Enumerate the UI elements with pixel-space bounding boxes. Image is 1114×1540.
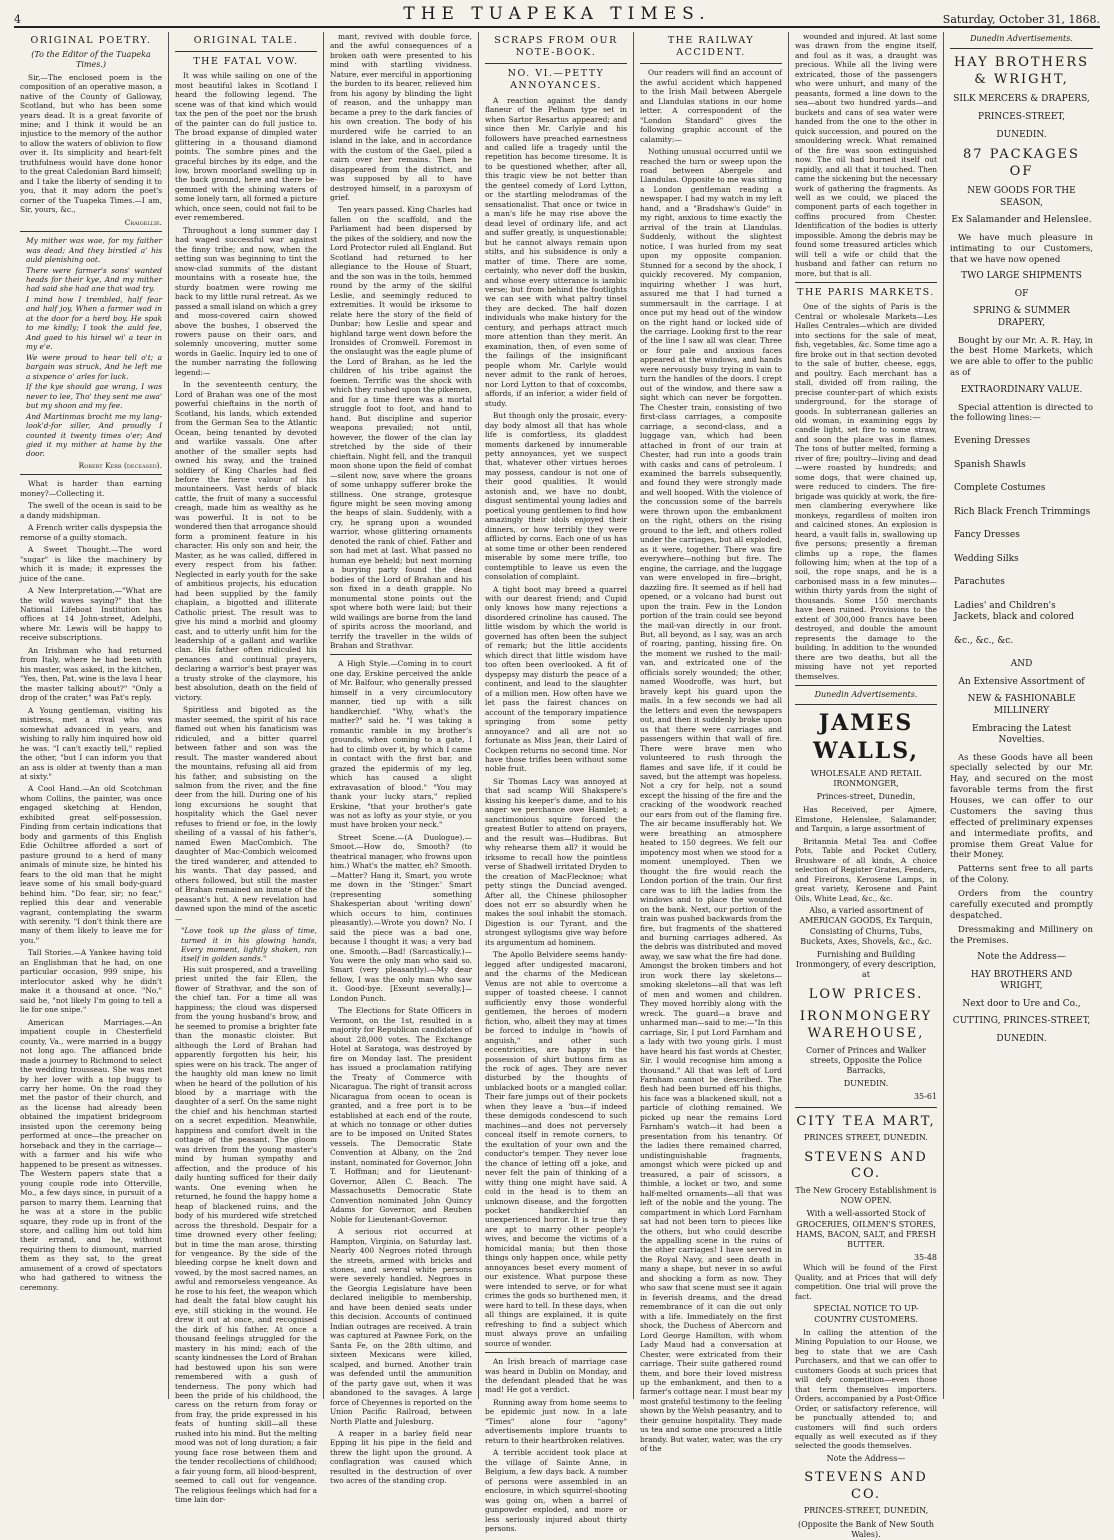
section-heading: ORIGINAL TALE.: [193, 35, 299, 46]
advertiser-name: JAMES WALLS,: [812, 710, 920, 765]
product-line: Rich Black French Trimmings: [954, 506, 1091, 517]
ad-line: WHOLESALE AND RETAIL IRONMONGER,: [810, 768, 922, 788]
section-heading: ORIGINAL POETRY.: [30, 35, 152, 46]
divider: [795, 1107, 937, 1108]
ad-heading: SPECIAL NOTICE TO UP-COUNTRY CUSTOMERS.: [813, 1304, 919, 1324]
news-item: American Marriages.—An impatient couple in Chesterfield county, Va., were married in a buggy not long ago. The affianced bride made a journey to Richmond to select the wedding trousseau. She was met by her lover with a top buggy to carry her home. On the road they met the pastor of their church, and as the license had already been obtained the impatient bridegroom insisted upon the ceremony being performed at once—the preacher on horseback and they in the carriage—with a farmer and his wife who happened to be present as witnesses. The Western papers state that a young couple rode into Otterville, Mo., a few days since, in pursuit of a parson to marry them. Learning that he was at a store in the public square, they rode up in front of the store, and calling him out told him their errand, and he, without requiring them to dismount, married them as they sat, to the great amusement of a crowd of spectators who had gathered to witness the ceremony.: [20, 1017, 162, 1292]
product-line: Fancy Dresses: [954, 530, 1020, 541]
product-line: Ladies' and Children's Jackets, black and colored: [954, 600, 1075, 623]
news-item: A Cool Hand.—An old Scotchman whom Collins, the painter, was once engaged sketching at Hendon, exhibited great self-possession. Finding from certain indications that body and garments of this English Edie Ochiltree afforded a sort of pasture ground to a herd of many animals of minute size, he hinted his fears to the old man that he might leave some of his small body-guard behind him. "Do fear, sir; no fear," replied this dear and venerable vagrant, contemplating the swarm with serenity. "I don't think there are many of them likely to leave me for you.": [20, 784, 162, 945]
ads-header: Dunedin Advertisements.: [970, 34, 1073, 43]
tale-paragraph: Throughout a long summer day I had waged successful war against the finny tribe; and now, when the setting sun was beginning to tint the snow-clad summits of the distant mountains with a roseate hue, the sturdy boatmen were rowing me back to my little rural retreat. As we passed a small island on which a grey and moss-covered cairn showed above the bushes, I observed the rowers pause on their oars, and solemnly uncovering, mutter some words in Gaelic. Inquiry led to one of the number narrating the following legend:—: [175, 225, 317, 377]
product-line: Complete Costumes: [954, 483, 1046, 494]
news-item: What is harder than earning money?—Collecting it.: [20, 479, 162, 498]
ad-text: Dressmaking and Millinery on the Premises.: [950, 924, 1093, 946]
section-subheading: NO. VI.—PETTY ANNOYANCES.: [507, 68, 605, 92]
page-number: 4: [14, 13, 21, 26]
ad-text: In calling the attention of the Mining Population to our House, we beg to state that we are Cash Purchasers, and that we can offer to customers Goods at such prices that will defy competition—even those that term themselves importers. Orders, accompanied by a Post-Office Order, or satisfactory reference, will be punctually attended to; and customers will find such orders equally as well executed as if they selected the goods themselves.: [795, 1327, 937, 1451]
section-heading: THE RAILWAY ACCIDENT.: [667, 35, 755, 59]
ad-line: TWO LARGE SHIPMENTS: [961, 271, 1082, 282]
ad-text: Special attention is directed to the following lines:—: [950, 402, 1093, 424]
column-poetry: [14, 32, 169, 1399]
product-line: Evening Dresses: [954, 436, 1031, 447]
product-line: Wedding Silks: [954, 553, 1019, 564]
ad-address: Next door to Ure and Co.,: [962, 998, 1081, 1009]
ad-line: SPRING & SUMMER DRAPERY,: [973, 306, 1070, 328]
ad-address: PRINCES-STREET,: [978, 112, 1065, 122]
poem-verse: I mind how I trembled, half fear and half joy, When a farmer wad in at the door for a herd boy. He spak to me kindly; I took the auld fee, And gaed to his hirsel wi' a tear in my e'e.: [26, 294, 162, 352]
ad-line: 87 PACKAGES OF: [963, 147, 1080, 179]
ad-line: Also, a varied assortment of AMERICAN GOODS, Ex Tarquin, Consisting of Churns, Tubs, Buckets, Axes, Shovels, &c., &c.: [799, 906, 933, 946]
divider: [485, 63, 627, 64]
ad-line: EXTRAORDINARY VALUE.: [960, 385, 1083, 396]
editor-line: (To the Editor of the Tuapeka Times.): [31, 50, 151, 70]
newspaper-page: [14, 32, 1100, 1539]
ad-address: PRINCES-STREET, DUNEDIN,: [803, 1506, 929, 1516]
ad-address: Princes-street, Dunedin,: [816, 792, 916, 802]
poem-verse: There were farmer's sons' wanted heads for their kye, And my mither had said she had ane that wad try.: [26, 265, 162, 294]
column-tale-continued: [324, 32, 479, 1486]
ad-line: OF: [1014, 288, 1029, 299]
article-paragraph: Our readers will find an account of the awful accident which happened to the Irish Mail between Abergele and Llandulas stations in our home letter. A correspondent of the "London Standard" gives the following graphic account of the calamity:—: [640, 68, 782, 144]
news-item: The swell of the ocean is said to be a dandy midshipman.: [20, 501, 162, 520]
essay-paragraph: Sir Thomas Lacy was annoyed at that sad scamp Will Shakspere's kissing his keeper's dame, and to his anger we perchance owe Hamlet; a sanctimonious squire forced the greatest Butler to attend on prayers, and the result was—Hudibras. But why rehearse them all? it would be irksome to recall how the pointless verse of Shadwell irritated Dryden to the creation of MacFlecknoe; what petty stings the Dunciad avenged. After all, the Chinese philosopher does not err so absurdly when he makes the soul inhabit the stomach. Digestion is our Tyrant, and the strongest syllogisms give way before its argumentum ad hominem.: [485, 776, 627, 947]
ad-address: DUNEDIN.: [843, 1079, 889, 1089]
divider: [795, 282, 937, 283]
ad-line: Note the Address—: [977, 952, 1066, 963]
advertiser-name: STEVENS AND CO.: [804, 1149, 928, 1182]
poem-verse: And Martinmas brocht me my lang-look'd-for siller, And proudly I counted it twenty times o'er; And gied it my mither at hame by the door.: [26, 411, 162, 459]
ads-header: Dunedin Advertisements.: [814, 690, 918, 700]
ad-address: (Opposite the Bank of New South Wales).: [798, 1519, 934, 1539]
column-tale: [169, 32, 324, 1505]
poem-verse: If the kye should gae wrang, I was never to lee, Tho' they sent me awa' but my shoon and my fee.: [26, 382, 162, 411]
ad-text: Has Received, per Ajmere, Elmstone, Helenslee, Salamander, and Tarquin, a large assortment of: [795, 805, 937, 834]
advertiser-name: HAY BROTHERS AND WRIGHT,: [970, 969, 1073, 992]
essay-paragraph: The Apollo Belvidere seems handy-legged after undigested macaroni, and the charms of the Medicean Venus are not able to overcome a supper of toasted cheese. I cannot sufficiently envy those wonderful gentlemen, the heroes of modern fiction, who, albeit they may at times be forced to indulge in "howls of anguish," and other such eccentricities, are happy in the possession of shirt buttons firm as the rock of ages. They are never disturbed by the thoughts of unblacked boots or a mangled collar. Their fare jumps out of their pockets when they leave a 'bus—if indeed these demigods condescend to such machines—and does not perversely conceal itself in remote corners, to the exultation of your own and the conductor's temper. They never lose the chance of letting off a joke, and never felt the pain of thinking of a witty thing one might have said. A cold in the head is to them an unknown disease, and the forgotten pocket handkerchief an unexperienced horror. It is true they are apt to marry other people's wives, and become the victims of a homicidal mania; but then those things only happen once, while petty annoyances beset every moment of our existence. What purpose these were intended to serve, or for what crimes the gods so burthened men, it were hard to tell. In these days, when all things are explained, it is quite refreshing to find a subject which must always prove an unfailing source of wonder.: [485, 950, 627, 1348]
ad-code: 35-61: [913, 1092, 937, 1102]
masthead: [14, 4, 1100, 28]
letter-text: Sir,—The enclosed poem is the composition of an operative mason, a native of the County of Galloway, Scotland, but who has been some years dead. It is a great favorite of mine; and I think it would be an injustice to the memory of the author to allow the waters of oblivion to flow over it. Its simplicity and heart-felt truthfulness would have done honor to the great Caledonian Bard himself; and I take the liberty of sending it to you, that it may adorn the poet's corner of the Tuapeka Times.—I am, Sir, yours, &c.,: [20, 72, 162, 215]
product-line: Parachutes: [954, 577, 1005, 588]
news-item: Tall Stories.—A Yankee having told an Englishman that he had, on one particular occasion, 999 snipe, his interlocutor asked why he didn't make it a thousand at once. "No," said he, "not likely I'm going to tell a lie for one snipe.": [20, 948, 162, 1015]
newspaper-title: THE TUAPEKA TIMES.: [403, 4, 711, 24]
ad-line: Furnishing and Building Ironmongery, of every description, at: [795, 949, 937, 980]
ad-address: DUNEDIN.: [996, 129, 1047, 140]
ad-address: PRINCES STREET, DUNEDIN.: [804, 1133, 928, 1143]
tale-quote: "Love took up the glass of time, turned it in his glowing hands, Every moment, lightly shaken, ran itself in golden sands.": [181, 926, 317, 964]
ad-line: IRONMONGERY WAREHOUSE,: [799, 1009, 933, 1041]
ad-text: As these Goods have all been specially selected by our Mr. Hay, and secured on the most favorable terms from the first Houses, we can offer to our Customers the saving thus effected of preliminary expenses and intermediate profits, and promise them Great Value for their Money.: [950, 752, 1093, 861]
ad-text: Britannia Metal Tea and Coffee Pots, Table and Pocket Cutlery, Brushware of all kinds, A choice selection of Register Grates, Fenders, and Fireirons, Kerosene Lamps, in great variety, Kerosene and Paint Oils, White Lead, &c., &c.: [795, 836, 937, 903]
ad-line: LOW PRICES.: [808, 986, 924, 1002]
ad-line: With a well-assorted Stock of GROCERIES, OILMEN'S STORES, HAMS, BACON, SALT, and FRESH BUTTER.: [796, 1209, 936, 1249]
divider: [20, 231, 162, 232]
ad-line: Ex Salamander and Helenslee.: [951, 215, 1092, 226]
tale-paragraph: Ten years passed. King Charles had fallen on the scaffold, and the Parliament had been dispersed by the pikes of the soldiery, and now the Lord Protector ruled all England. But Scotland had returned to her allegiance to the House of Stuart, and the son was in the toils, hemmed round by the army of the skilful Leslie, and seemingly reduced to extremities. It would be irksome to relate here the story of the field of Dunbar; how Leslie and spear and highland targe went down before the Ironsides of Cromwell. Foremost in the onslaught was the eagle plume of the Lord of Brahan, as he led the children of his tribe against the foemen. Terrific was the shock with which they rushed upon the pikemen, and for a time there was a mortal struggle foot to foot, and hand to hand. But discipline and superior weapons prevailed; not until, however, the flower of the clan lay stretched by the side of their chieftain. Night fell, and the tranquil moon shone upon the field of combat—silent now, save where the groans of some unhappy sufferer broke the stillness. One strange, grotesque figure might be seen moving among the heaps of slain. Suddenly, with a cry, he sprang upon a wounded warrior, whose glittering ornaments denoted the rank of chief. Father and son had met at last. What passed no human eye beheld; but next morning a burying party found the dead bodies of the Lord of Brahan and his son fixed in a death grapple. No monumental stone points out the spot where both were laid; but their wild wailings are borne from the land of spirits across the moorland, and terrify the traveller in the wilds of Brahan and Strathvar.: [330, 205, 472, 650]
news-item: Street Scene.—(A Duologue).—Smoot.—How do, Smooth? (to theatrical manager, who frowns upon him.) What's the matter, eh? Smooth.—Matter? Hang it, Smart, you wrote me down in the 'Stinger.' Smart (representing something Shakesperian about 'writing down' which occurs to him, continues pleasantly).—Wrote you down? No. I said the piece was a bad one, because I thought it was; a very bad one. Smooth.—Bad! (Sarcastically.)—You were the only man who said so. Smart (very pleasantly).—My dear fellow, I was the only man who saw it. Good-bye. [Exeunt severally.]—London Punch.: [330, 832, 472, 1003]
ad-line: An Extensive Assortment of: [958, 676, 1085, 687]
advertiser-name: HAY BROTHERS & WRIGHT,: [953, 55, 1090, 87]
news-item: A French writer calls dyspepsia the remorse of a guilty stomach.: [20, 523, 162, 542]
ad-code: 35-48: [913, 1253, 937, 1263]
news-item: A New Interpretation.—"What are the wild waves saying?" that the National Lifeboat Institution has offices at 14 John-street, Adelphi, where Mr. Lewis will be happy to receive subscriptions.: [20, 586, 162, 643]
divider: [950, 48, 1093, 49]
poem-signature: Robert Kerr (deceased).: [78, 460, 162, 470]
poem-verse: My mither was wae, for my faither was dead; And they birstled a' his auld plenishing oot.: [26, 236, 162, 265]
news-item: Running away from home seems to be epidemic just now. In a late "Times" alone four "agony" advertisements implore truants to return to their heartbroken relatives.: [485, 1397, 627, 1445]
essay-paragraph: A reaction against the dandy flaneur of the Pelham type set in when Sartor Resartus appeared; and since then Mr. Carlyle and his followers have preached earnestness and called life a tragedy until the repetition has become tiresome. It is to be questioned whether, after all, this tragic view be not better than the genteel comedy of Lord Lytton, or the startling melodramas of the sensationalist. That once or twice in a man's life he may rise above the dead level of ordinary life, and act and suffer greatly, is unquestionable; but he cannot always remain upon stilts, and his subsidence is only a matter of time. There are some, certainly, who never doff the buskin, and whose every utterance is iambic verse; but from behind the footlights we can see with what paltry tinsel they are decked. The half dozen individuals who make history for the century, and perhaps attract much more attention than they merit. An examination, then, of even some of the failings of the insignificant people whom Mr. Carlyle would never admit to the rank of heroes, nor Lord Lytton to that of coxcombs, affords, if an inferior, a wider field of study.: [485, 95, 627, 408]
divider: [795, 704, 937, 705]
ad-line: Note the Address—: [826, 1453, 906, 1463]
news-item: A High Style.—Coming in to court one day, Erskine perceived the ankle of Mr. Balfour, who generally pressed himself in a very circumlocutory manner, tied up with a silk handkerchief. "Why, what's the matter?" said he. "I was taking a romantic ramble in my brother's grounds, when coming to a gate, I had to climb over it, by which I came in contact with the first bar, and grazed the epidermis of my leg, which has caused a slight extravasation of blood." "You may thank your lucky stars," replied Erskine, "that your brother's gate was not as lofty as your style, or you must have broken your neck.": [330, 659, 472, 830]
ad-line: SILK MERCERS & DRAPERS,: [953, 94, 1090, 105]
article-paragraph: One of the sights of Paris is the Central or wholesale Markets—Les Halles Centrales—which are divided into sections for the sale of meat, fish, vegetables, &c. Some time ago a fire broke out in that section devoted to the sale of butter, cheese, eggs, and poultry. Each merchant has a stall, divided off from railing, the precise counter-part of which exists underground, for the storage of goods. In subterranean galleries an old woman, in examining eggs by candle light, set fire to some straw, and soon the place was in flames. The tons of butter melted, forming a river of fire; poultry—living and dead—were roasted by hundreds; and some dogs, that were chained up, were reduced to cinders. The fire-brigade was quickly at work, the fire-men clambering everywhere like monkeys, regardless of molten iron and calcined stones. An explosion is heard, a vault falls in, swallowing up five persons; presently a fireman climbs up a rope, the flames following him; when at the top of a soil, the rope snaps, and he is a carbonised mass in a few minutes—within thirty yards from the sight of thousands. Some 150 merchants have been ruined. Provisions to the extent of 300,000 francs have been destroyed, and double the amount represents the damage to the building. In addition to the wounded there are two deaths, but all the missing have not yet reported themselves.: [795, 302, 937, 681]
section-heading: SCRAPS FROM OUR NOTE-BOOK.: [494, 35, 618, 59]
ad-text: Which will be found of the First Quality, and at Prices that will defy competition. One trial will prove the fact.: [795, 1263, 937, 1301]
article-paragraph: wounded and injured. At last some was drawn from the engine itself, and foul as it was, a draught was precious. While all the living were extricated, those of the passengers who were unhurt, and many of the peasants, formed a line down to the sea—about two hundred yards—and buckets and cans of sea water were handed from the one to the other in quick succession, and poured on the smouldering wreck. What remained of the fire was soon extinguished now. The oil had burned itself out rapidly, and all that it touched. Then came the sickening but the necessary work of gathering the fragments. As well as we could, we placed the component parts of each together in coffins procured from Chester. Identification of the bodies is utterly impossible. Among the debris may be found some treasured articles which will tell a wife or child that the husband and father can return no more, but that is all.: [795, 32, 937, 278]
column-railway-accident: [634, 32, 789, 1454]
ad-address: CUTTING, PRINCES-STREET,: [952, 1016, 1091, 1027]
section-heading: THE PARIS MARKETS.: [797, 287, 935, 299]
tale-paragraph: In the seventeenth century, the Lord of Brahan was one of the most powerful chieftains in the north of Scotland, his lands, which extended from the German Sea to the Atlantic Ocean, being tenanted by devoted and warlike vassals. One after another of the smaller septs had owned his sway, and the trained soldiery of King Charles had fled before the fierce valour of his mountaineers. Vast herds of black cattle, the fruit of many a successful creagh, made him as wealthy as he was powerful. It is not to be wondered then that arrogance should form a prominent feature in his character. His only son and heir, the Master, as he was called, differed in every respect from his father. Neglected in early youth for the sake of ambitious projects, his education had been supplied by the family chaplain, a bigotted and illiterate Catholic priest. The result was to give his mind a morbid and gloomy cast, and to utterly unfit him for the leadership of a gallant and warlike clan. His father often ridiculed his penances and continual prayers, declaring a warrior's best prayer was a trusty stroke of the claymore, his best absolution, death on the field of victory.: [175, 380, 317, 702]
product-line: &c., &c., &c.: [954, 635, 1014, 646]
ad-text: Orders from the country carefully executed and promptly despatched.: [950, 889, 1093, 921]
news-item: A serious riot occurred at Hampton, Virginia, on Saturday last. Nearly 400 Negroes rioted through the streets, armed with bricks and stones, and several white persons were severely handled. Negroes in the Georgia Legislature have been declared ineligible to membership, and have been denied seats under this decision. Accounts of continued Indian outrages are received. A train was captured at Pawnee Fork, on the Santa Fe, on the 28th ultimo, and sixteen Mexicans were killed, scalped, and burned. Another train was defended until the ammunition of the party gave out, when it was abandoned to the savages. A large force of Cheyennes is reported on the Union Pacific Railroad, between North Platte and Julesburg.: [330, 1227, 472, 1426]
advertiser-name: CITY TEA MART,: [796, 1113, 936, 1129]
divider: [20, 474, 162, 475]
issue-date: Saturday, October 31, 1868.: [942, 13, 1100, 26]
ad-line: Embracing the Latest Novelties.: [972, 723, 1071, 746]
news-item: The Elections for State Officers in Vermont, on the 1st, resulted in a majority for Republican candidates of about 28,000 votes. The Exchange Hotel at Saratoga, was destroyed by fire on Monday last. The president has issued a proclamation ratifying the Treaty of Commerce with Nicaragua. The right of transit across Nicaragua from ocean to ocean is granted, and a free port is to be established at each end of the route, at which no tonnage or other duties are to be imposed on United States vessels. The Democratic State Convention at Albany, on the 2nd instant, nominated for Governor, John T. Hoffman; and for Lieutenant-Governor, Allen C. Beach. The Massachusetts Democratic State Convention nominated John Quincy Adams for Governor, and Reuben Noble for Lieutenant-Governor.: [330, 1006, 472, 1224]
divider: [795, 685, 937, 686]
ad-text: We have much pleasure in intimating to our Customers, that we have now opened: [950, 232, 1093, 265]
essay-paragraph: But though only the prosaic, every-day body almost all that has whole life is comfortless, its gladdest moments darkened by innumerable petty annoyances, yet we suspect that, whatever other virtues heroes may possess, candour is not one of their good qualities. It would astonish and, we have no doubt, disgust sentimental young ladies and poetical young gentlemen to find how amazingly their idols enjoyed their dinners, or how terribly they were afflicted by corns. Each one of us has at some time or other been rendered miserable by some mere trifle, too contemptible to leave us even the consolation of complaint.: [485, 411, 627, 582]
ad-line: NEW GOODS FOR THE SEASON,: [967, 186, 1076, 208]
tale-title: THE FATAL VOW.: [193, 56, 299, 68]
tale-paragraph: His suit prospered, and a travelling priest united the fair Ellen, the flower of Strathvar, and the son of the chief tan. For a time all was happiness; the cloud was dispersed from the young husband's brow, and he seemed to promise a brighter fate than the monastic cloister. But although the Lord of Brahan had apparently forgotten his heir, his spies were on his track. The anger of the haughty old man knew no limit when he heard of the pollution of his blood by a marriage with the daughter of a serf. On the same night the chief and his henchman started on a secret expedition. Meanwhile, happiness and comfort dwelt in the cottage of the peasant. The gloom was driven from the young master's mind by human sympathy and affection, and the produce of his daily hunting sufficed for their daily wants. One evening when he returned, he found the happy home a heap of blackened ruins, and the body of his murdered wife stretched across the threshold. Despair for a time drowned every other feeling; but in time the man arose, thirsting for vengeance. By the side of the bleeding corpse he knelt down and vowed, by the most sacred names, an awful and remorseless vengeance. As he rose to his feet, the weapon which had dealt the fatal blow caught his eye, still sticking in the wound. He drew it out at once, and recognised the dirk of his father. At once a thousand feelings struggled for the mastery in his mind; each of the scanty kindnesses the Lord of Brahan had bestowed upon his son were remembered with a gush of tenderness. The pony which had been the pride of his childhood, the caress on the return from foray or from fray, the pride expressed in his feats of hunting skill—all these rushed into his mind. But the melting mood was not of long duration; a fair young face rose between them and the tender recollections of childhood; a fair young form, all blood-besprent, seemed to call out for vengeance. The religious feelings which had for a time lain dor-: [175, 964, 317, 1505]
ad-line: The New Grocery Establishment is NOW OPEN.: [795, 1185, 937, 1206]
news-item: An Irishman who had returned from Italy, where he had been with his master, was asked, in the kitchen, "Yes, then, Pat, wine is the lava I hear the master talking about?" "Only a drop of the crater," was Pat's reply.: [20, 645, 162, 703]
ad-line: NEW & FASHIONABLE MILLINERY: [967, 694, 1076, 716]
divider: [175, 51, 317, 52]
column-markets-ads: [789, 32, 944, 1539]
news-item: A terrible accident took place at the village of Sainte Anne, in Belgium, a few days back. A number of persons were assembled in an enclosure, in which squirrel-shooting was going on, when a barrel of gunpowder exploded, and more or less seriously injured about thirty persons.: [485, 1448, 627, 1533]
ad-address: Corner of Princes and Walker streets, Opposite the Police Barracks,: [806, 1045, 926, 1076]
poem-verse: We were proud to hear tell o't; a bargain was struck, And he left me a sixpence o' arles for luck.: [26, 352, 162, 381]
tale-paragraph: Spiritless and bigoted as the master seemed, the spirit of his race flamed out when his fanaticism was ridiculed, and a bitter quarrel between father and son was the result. The master wandered about the mountains, refusing all aid from his father, and subsisting on the salmon from the river, and the fine deer from the hill. During one of his long excursions he sought that hospitality which the Gael never refuses to friend or foe, in the lowly sheiling of a vassal of his father's, named Ewen MacCombich. The daughter of Mac-Combich welcomed the tired wanderer, and attended to his wants. That day passed, and others followed, but still the master of Brahan remained an inmate of the peasant's hut. A new revelation had dawned upon the mind of the ascetic—: [175, 705, 317, 923]
tale-paragraph: It was while sailing on one of the most beautiful lakes in Scotland I heard the following legend. The scene was of that kind which would tax the pen of the poet nor the brush of the painter can do full justice to. The broad expanse of dimpled water glittering in a thousand diamond points. The sombre pines and the graceful birches by its edge, and the low, brown moorland swelling up in the back ground, here and there be-gemmed with the shining waters of some lonely tarn, all formed a picture which, once seen, could not fail to be ever remembered.: [175, 71, 317, 223]
column-scraps: [479, 32, 634, 1533]
advertiser-name: STEVENS AND CO.: [804, 1470, 928, 1502]
tale-paragraph: mant, revived with double force, and the awful consequences of a broken oath were presented to his mind with startling vividness. Nature, ever merciful in apportioning the burden to its bearer, relieved him from his agony by blinding the light of reason, and the unhappy man became a prey to the dark fancies of his own creation. The body of his murdered wife he carried to an island in the lake, and in accordance with the custom of the Gael, piled a cairn over her remains. Then he disappeared from the district, and was supposed by all to have destroyed himself, in a paroxysm of grief.: [330, 32, 472, 202]
ad-line: AND: [1010, 659, 1033, 670]
ad-text: Bought by our Mr. A. R. Hay, in the best Home Markets, which we are able to offer to the public as of: [950, 335, 1093, 379]
divider: [640, 63, 782, 64]
news-item: A Sweet Thought.—The word "sugar" is like the machinery by which it is made; it expresses the juice of the cane.: [20, 545, 162, 583]
article-paragraph: Nothing unusual occurred until we reached the turn or sweep upon the road between Abergele and Llandulas. Opposite to me was sitting a London gentleman reading a newspaper. I had my watch in my left hand, and a "Bradshaw's Guide" in my right, anxious to time exactly the arrival of the train at Llandulas. Suddenly, without the slightest notice, I was hurled from my seat upon my opposite companion. Stunned for a second by the shock, I quickly recovered. My companion, inquiring whether I was hurt, assured me that I had turned a summersault in the carriage. I at once put my head out of the window on the right hand or locked side of the carriage. Looking first to the rear of the line I saw all was clear. Three or four pale and anxious faces appeared at the windows, and hands were nervously busy trying in vain to turn the handles of the doors. I crept out of the window, and there saw a sight which can never be forgotten. The Chester train, consisting of two first-class carriages, a composite carriage, a second-class, and a luggage van, which had been attached in front of our train at Chester, had run into a goods train with casks and cans of petroleum. I examined the barrels subsequently, and found they were strongly made and well hooped. With the violence of the concussion some of the barrels were thrown upon the embankment on the right, others on the rising ground to the left, and others rolled under the carriages, but all exploded, as it were, together. There was fire everywhere—nothing but fire. The engine, the carriage, and the luggage van were enveloped in fire—bright, dazzling fire. It seemed as if hell had opened, or a volcano had burst out upon the train. Few in the London portion of the train could see beyond the mail-van directly in our front. But, all beyond, as I say, was an arch of roaring, panting, hissing fire. On the moment we rushed to the mail-van, and extricated one of the officials sorely wounded; the other, named Woodroffe, was hurt, but bravely kept his guard upon the mails. In a few seconds we had all the letters and even the newspapers out, and then it suddenly broke upon us that there were carriages and passengers within that wall of fire. There were brave men who volunteered to rush through the flames and save life, if it could be saved, but the attempt was hopeless. Not a cry for help, not a sound except the hissing of the fire and the cracking of the woodwork reached our ears from out of the flaming fire. The air became insufferably hot. We were breathing an atmosphere heated to 150 degrees. We felt our impotency most when we stood for a moment unemployed. Then we thought the fire would reach the London portion of the train. Our first care was to lift the ladies from the windows and to place the wounded on the bank. Next, our portion of the train was pushed backwards from the fire, but fragments of the shattered and burning carriages adhered. As the debris was distributed and moved away, we saw what the fire had done. Amongst the broken timbers and hot iron work there lay skeletons—smoking skeletons—all that was left of men and women and children. They moved horribly along with the wreck. The guard—a brave and unharmed man—said to me:—"In this carriage, Sir, I put Lord Farnham and a lady with two young girls. I must have heard his fast words at Chester, Sir. I would recognise him among a thousand." All that was left of Lord Farnham cannot be described. The flesh had been burned off his thighs, his face was a blackened skull, not a particle of clothing remained. We picked up near the remains Lord Farnham's watch—it had been a presentation from his tenantry. Of the ladies there remained charred, undistinguishable fragments, amongst which were picked up and treasured, a pair of scissors, a thimble, a locket or two, and some half-melted ornaments—all that was left of the noble and the young. The compartment in which Lord Farnham sat had not been torn to pieces like the others, but who could describe the appalling scene in the ruins of the other carriages! I have served in the Royal Navy, and seen death in many a shape, but never in so awful and shocking a form as now. They who saw that scene must see it again in feverish dreams, and the dread remembrance of it can die out only with a life. Immediately on the first shock, the Duchess of Abercorn and Lord George Hamilton, with whom Lady Maud had a conversation at Chester, were extricated from their carriage. Their suite gathered round them, and bore their loved mistress up the embankment, and then to a farmer's cottage near. I must bear my most grateful testimony to the feeling shown by the Welsh peasantry, and to their genuine hospitality. They made us tea and some one procured a little brandy. But water, water, was the cry of the: [640, 147, 782, 1454]
divider: [485, 1352, 627, 1353]
news-item: A Young gentleman, visiting his mistress, met a rival who was somewhat advanced in years, and wishing to rally him inquired how old he was. "I can't exactly tell," replied the other, "but I can inform you that an ass is older at twenty than a man at sixty.": [20, 705, 162, 781]
ad-text: Patterns sent free to all parts of the Colony.: [950, 864, 1093, 886]
essay-paragraph: A tight boot may breed a quarrel with our dearest friend; and Cupid only knows how many rejections a disordered crinoline has caused. The little wisdom by which the world is governed has often been the subject of remark; but the little accidents which direct that little wisdom have too often been overlooked. A fit of dyspepsy may disturb the peace of a continent, and lead to the slaughter of a million men. How often have we let pass the fairest chances on account of the temporary impatience springing from some petty annoyance? and all are not so fortunate as Miss Jean, their Laird of Cockpen returns no second time. Nor have those trifles been without some noble fruit.: [485, 584, 627, 774]
news-item: An Irish breach of marriage case was heard in Dublin on Monday, and the defendant pleaded that he was mad! He got a verdict.: [485, 1357, 627, 1395]
news-item: A reaper in a barley field near Epping lit his pipe in the field and threw the light upon the ground. A conflagration was caused which resulted in the destruction of over two acres of the standing crop.: [330, 1428, 472, 1486]
column-advertisements: [944, 32, 1099, 1399]
product-line: Spanish Shawls: [954, 459, 1026, 470]
divider: [330, 654, 472, 655]
ad-address: DUNEDIN.: [996, 1033, 1047, 1044]
letter-signature: Craigellie.: [124, 217, 162, 227]
